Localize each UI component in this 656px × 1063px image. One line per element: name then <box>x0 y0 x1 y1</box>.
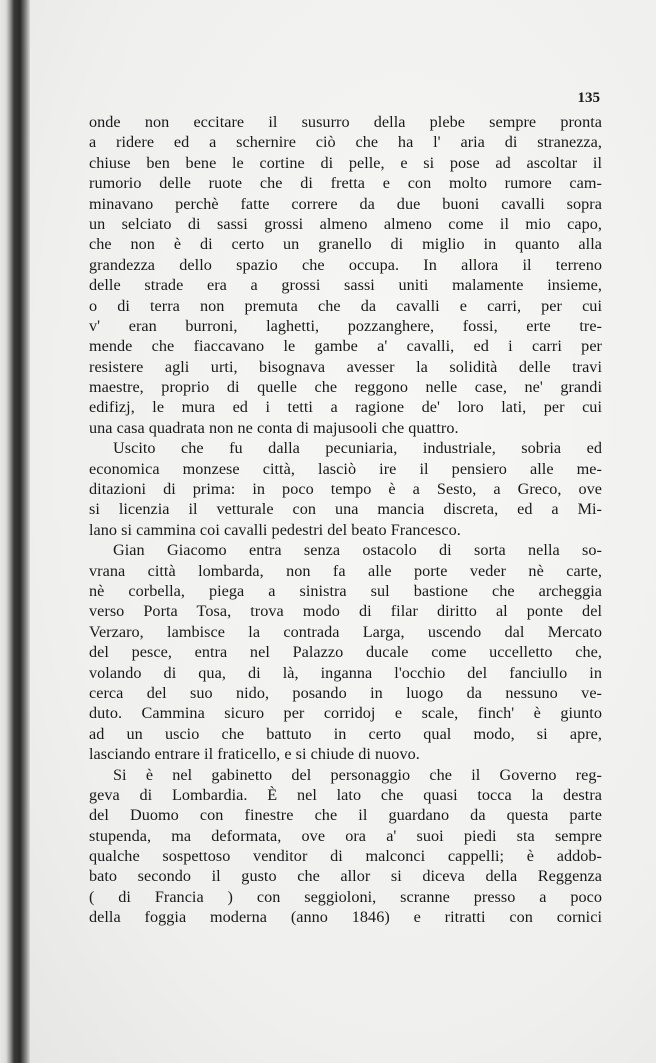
text-line: stupenda, ma deformata, ove ora a' suoi piedi sta sempre <box>89 826 602 845</box>
text-line: delle strade era a grossi sassi uniti malamente insieme, <box>89 276 602 295</box>
text-line: grandezza dello spazio che occupa. In allora il terreno <box>89 255 602 274</box>
text-line: un selciato di sassi grossi almeno almeno come il mio capo, <box>89 214 602 233</box>
text-line: o di terra non premuta che da cavalli e carri, per cui <box>89 296 602 315</box>
text-line: geva di Lombardia. È nel lato che quasi tocca la destra <box>89 785 602 804</box>
text-line: nè corbella, piega a sinistra sul bastione che archeggia <box>89 581 602 600</box>
text-line: Si è nel gabinetto del personaggio che il Governo reg- <box>113 765 602 784</box>
text-line: lano si cammina coi cavalli pedestri del beato Francesco. <box>89 520 461 539</box>
text-line: volando di qua, di là, inganna l'occhio del fanciullo in <box>89 663 602 682</box>
text-line: chiuse ben bene le cortine di pelle, e si pose ad ascoltar il <box>89 153 602 172</box>
text-line: duto. Cammina sicuro per corridoj e scale, finch' è giunto <box>89 704 602 723</box>
body-text <box>89 112 602 928</box>
text-line: Verzaro, lambisce la contrada Larga, uscendo dal Mercato <box>89 622 602 641</box>
text-line: che non è di certo un granello di miglio in quanto alla <box>89 235 602 254</box>
text-line: lasciando entrare il fraticello, e si chiude di nuovo. <box>89 745 420 764</box>
text-line: v' eran burroni, laghetti, pozzanghere, fossi, erte tre- <box>89 316 602 335</box>
text-line: del pesce, entra nel Palazzo ducale come uccelletto che, <box>89 643 602 662</box>
page-number: 135 <box>577 90 600 106</box>
text-line: cerca del suo nido, posando in luogo da nessuno ve- <box>89 683 602 702</box>
text-line: del Duomo con finestre che il guardano da questa parte <box>89 806 602 825</box>
book-page <box>30 0 656 1063</box>
text-line: una casa quadrata non ne conta di majusooli che quattro. <box>89 418 459 437</box>
text-line: onde non eccitare il susurro della plebe sempre pronta <box>89 113 602 131</box>
text-line: qualche sospettoso venditor di malconci cappelli; è addob- <box>89 847 602 866</box>
book-binding-edge <box>0 0 30 1063</box>
text-line: vrana città lombarda, non fa alle porte veder nè carte, <box>89 561 602 580</box>
text-line: verso Porta Tosa, trova modo di filar diritto al ponte del <box>89 602 602 621</box>
text-line: si licenzia il vetturale con una mancia discreta, ed a Mi- <box>89 500 602 519</box>
text-line: mende che fiaccavano le gambe a' cavalli, ed i carri per <box>89 337 602 356</box>
text-line: ( di Francia ) con seggioloni, scranne presso a poco <box>89 887 602 906</box>
text-line: bato secondo il gusto che allor si diceva della Reggenza <box>89 867 602 886</box>
text-line: maestre, proprio di quelle che reggono nelle case, ne' grandi <box>89 378 602 397</box>
text-line: ditazioni di prima: in poco tempo è a Sesto, a Greco, ove <box>89 480 602 499</box>
text-line: Gian Giacomo entra senza ostacolo di sorta nella so- <box>113 541 602 560</box>
text-line: rumorio delle ruote che di fretta e con molto rumore cam- <box>89 174 602 193</box>
text-line: economica monzese città, lasciò ire il pensiero alle me- <box>89 459 602 478</box>
text-line: Uscito che fu dalla pecuniaria, industriale, sobria ed <box>113 439 602 458</box>
text-line: resistere agli urti, bisognava avesser la solidità delle travi <box>89 357 602 376</box>
text-line: edifizj, le mura ed i tetti a ragione de' loro lati, per cui <box>89 398 602 417</box>
text-line: della foggia moderna (anno 1846) e ritratti con cornici <box>89 908 602 927</box>
text-line: a ridere ed a schernire ciò che ha l' aria di stranezza, <box>89 133 602 152</box>
text-line: minavano perchè fatte correre da due buoni cavalli sopra <box>89 194 602 213</box>
text-line: ad un uscio che battuto in certo qual modo, si apre, <box>89 724 602 743</box>
